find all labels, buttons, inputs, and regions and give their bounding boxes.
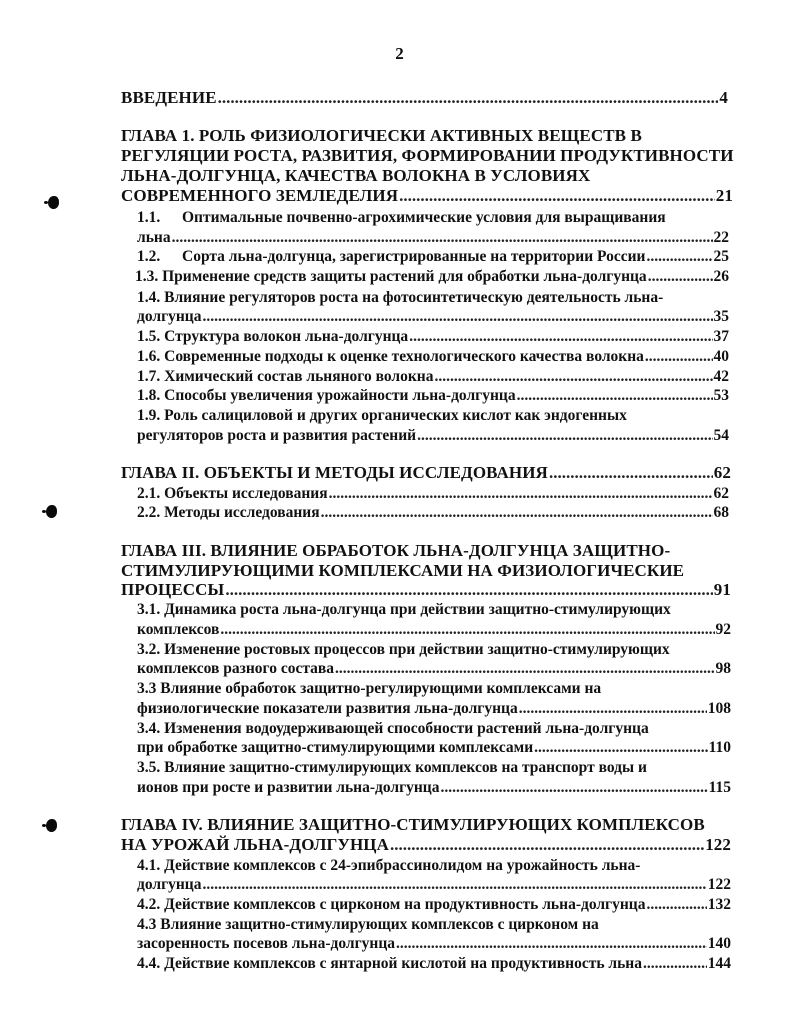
toc-page-number: 40 [713,348,729,365]
section-1-1-title-line-1: Оптимальные почвенно-агрохимические условия для выращивания [182,209,666,226]
dot-leader [646,247,712,267]
toc-entry-title: 1.5. Структура волокон льна-долгунца [137,328,409,345]
dot-leader [645,347,713,367]
toc-entry-section-4-1[interactable] [137,875,731,895]
toc-entry-title: 2.2. Методы исследования [137,504,320,521]
dot-leader [225,580,712,600]
toc-entry-title: регуляторов роста и развития растений [137,427,417,444]
toc-entry-section-3-2[interactable] [137,659,731,679]
toc-page-number: 122 [707,876,731,893]
dot-leader [218,88,719,108]
dot-leader [643,954,707,974]
chapter-1-title-line-3: ЛЬНА-ДОЛГУНЦА, КАЧЕСТВА ВОЛОКНА В УСЛОВИЯХ [121,166,591,185]
section-3-1-title-line-1: 3.1. Динамика роста льна-долгунца при действии защитно-стимулирующих [137,601,671,618]
dot-leader [417,426,712,446]
toc-entry-chapter-2[interactable] [121,463,731,483]
dot-leader [646,895,706,915]
toc-page-number: 108 [707,700,731,717]
toc-entry-introduction[interactable] [121,88,728,108]
toc-page-number: 98 [715,660,731,677]
toc-page-number: 122 [705,835,731,854]
toc-page-number: 42 [713,368,729,385]
toc-entry-section-3-3[interactable] [137,699,731,719]
toc-page-number: 54 [713,427,729,444]
toc-entry-section-1-5[interactable] [137,327,729,347]
dot-leader [440,778,707,798]
toc-entry-section-1-8[interactable] [137,386,729,406]
toc-page-number: 21 [715,186,733,205]
toc-page-number: 91 [713,580,731,599]
toc-entry-title: ВВЕДЕНИЕ [121,88,217,107]
toc-page-number: 115 [708,779,731,796]
toc-entry-title: 1.3. Применение средств защиты растений для обработки льна-долгунца [135,268,647,285]
dot-leader [519,699,707,719]
punch-hole-mark [48,196,59,209]
dot-leader [396,934,707,954]
page-number: 2 [395,44,404,63]
toc-entry-section-2-1[interactable] [137,484,729,504]
toc-entry-section-3-5[interactable] [137,778,731,798]
chapter-3-title-line-1: ГЛАВА III. ВЛИЯНИЕ ОБРАБОТОК ЛЬНА-ДОЛГУНЦА ЗАЩИТНО- [121,541,671,560]
toc-entry-section-1-3[interactable] [135,267,729,287]
toc-entry-section-1-6[interactable] [137,347,729,367]
toc-entry-title: физиологические показатели развития льна-долгунца [137,700,518,717]
toc-entry-title: комплексов [137,621,220,638]
toc-entry-title: ГЛАВА II. ОБЪЕКТЫ И МЕТОДЫ ИССЛЕДОВАНИЯ [121,463,548,482]
dot-leader [399,186,715,206]
dot-leader [549,463,713,483]
toc-entry-title: Сорта льна-долгунца, зарегистрированные на территории России [182,248,646,265]
dot-leader [434,367,712,387]
section-1-2-number: 1.2. [137,248,161,265]
toc-page-number: 62 [713,485,729,502]
toc-page-number: 25 [713,248,729,265]
section-3-2-title-line-1: 3.2. Изменение ростовых процессов при действии защитно-стимулирующих [137,641,670,658]
dot-leader [517,386,713,406]
section-4-3-title-line-1: 4.3 Влияние защитно-стимулирующих комплексов с цирконом на [137,916,599,933]
section-1-9-title-line-1: 1.9. Роль салициловой и других органических кислот как эндогенных [137,407,627,424]
toc-entry-section-3-1[interactable] [137,620,731,640]
toc-entry-title: 2.1. Объекты исследования [137,485,328,502]
dot-leader [321,503,713,523]
toc-entry-section-2-2[interactable] [137,503,729,523]
dot-leader [534,738,707,758]
toc-entry-title: 1.7. Химический состав льняного волокна [137,368,434,385]
punch-hole-mark [46,819,57,832]
toc-page-number: 110 [708,739,731,756]
toc-entry-title: 1.6. Современные подходы к оценке технологического качества волокна [137,348,644,365]
toc-entry-section-1-4[interactable] [137,307,729,327]
toc-entry-title: СОВРЕМЕННОГО ЗЕМЛЕДЕЛИЯ [121,186,399,205]
toc-entry-title: долгунца [137,308,202,325]
dot-leader [390,835,704,855]
toc-entry-title: 4.4. Действие комплексов с янтарной кислотой на продуктивность льна [137,955,642,972]
toc-entry-title: 1.8. Способы увеличения урожайности льна-долгунца [137,387,516,404]
toc-page-number: 62 [713,463,731,482]
dot-leader [220,620,714,640]
toc-page-number: 68 [713,504,729,521]
toc-page-number: 92 [715,621,731,638]
toc-entry-title: НА УРОЖАЙ ЛЬНА-ДОЛГУНЦА [121,835,389,854]
section-3-5-title-line-1: 3.5. Влияние защитно-стимулирующих комплексов на транспорт воды и [137,759,647,776]
toc-entry-chapter-3[interactable] [121,580,731,600]
toc-entry-section-4-2[interactable] [137,895,731,915]
toc-entry-chapter-1[interactable] [121,186,733,206]
toc-entry-title: долгунца [137,876,202,893]
dot-leader [648,267,713,287]
toc-entry-title: при обработке защитно-стимулирующими комплексами [137,739,534,756]
toc-entry-section-4-4[interactable] [137,954,731,974]
toc-page-number: 22 [713,229,729,246]
toc-entry-chapter-4[interactable] [121,835,731,855]
toc-entry-section-1-2[interactable] [182,247,729,267]
toc-page-number: 132 [707,896,731,913]
dot-leader [172,228,713,248]
toc-page-number: 37 [713,328,729,345]
dot-leader [335,659,714,679]
toc-page-number: 140 [707,935,731,952]
toc-page-number: 26 [713,268,729,285]
toc-page-number: 53 [713,387,729,404]
toc-entry-section-4-3[interactable] [137,934,731,954]
toc-entry-section-3-4[interactable] [137,738,731,758]
toc-page-number: 4 [719,88,728,107]
section-3-3-title-line-1: 3.3 Влияние обработок защитно-регулирующими комплексами на [137,680,602,697]
toc-entry-title: комплексов разного состава [137,660,335,677]
section-3-4-title-line-1: 3.4. Изменения водоудерживающей способности растений льна-долгунца [137,720,649,737]
toc-entry-title: ионов при росте и развитии льна-долгунца [137,779,440,796]
toc-page-number: 144 [707,955,731,972]
toc-entry-section-1-9[interactable] [137,426,729,446]
section-1-4-title-line-1: 1.4. Влияние регуляторов роста на фотосинтетическую деятельность льна- [137,289,664,306]
chapter-1-title-line-2: РЕГУЛЯЦИИ РОСТА, РАЗВИТИЯ, ФОРМИРОВАНИИ ПРОДУКТИВНОСТИ [121,146,734,165]
dot-leader [202,307,712,327]
toc-entry-title: 4.2. Действие комплексов с цирконом на продуктивность льна-долгунца [137,896,646,913]
dot-leader [202,875,706,895]
punch-hole-mark [46,505,57,518]
dot-leader [329,484,713,504]
section-4-1-title-line-1: 4.1. Действие комплексов с 24-эпибрассинолидом на урожайность льна- [137,857,641,874]
toc-entry-title: льна [137,229,171,246]
toc-entry-section-1-1[interactable] [137,228,729,248]
chapter-1-title-line-1: ГЛАВА 1. РОЛЬ ФИЗИОЛОГИЧЕСКИ АКТИВНЫХ ВЕЩЕСТВ В [121,126,642,145]
toc-entry-title: засоренность посевов льна-долгунца [137,935,396,952]
chapter-3-title-line-2: СТИМУЛИРУЮЩИМИ КОМПЛЕКСАМИ НА ФИЗИОЛОГИЧЕСКИЕ [121,561,685,580]
chapter-4-title-line-1: ГЛАВА IV. ВЛИЯНИЕ ЗАЩИТНО-СТИМУЛИРУЮЩИХ КОМПЛЕКСОВ [121,815,705,834]
toc-page-number: 35 [713,308,729,325]
toc-entry-section-1-7[interactable] [137,367,729,387]
dot-leader [409,327,712,347]
toc-entry-title: ПРОЦЕССЫ [121,580,225,599]
section-1-1-number: 1.1. [137,209,161,226]
